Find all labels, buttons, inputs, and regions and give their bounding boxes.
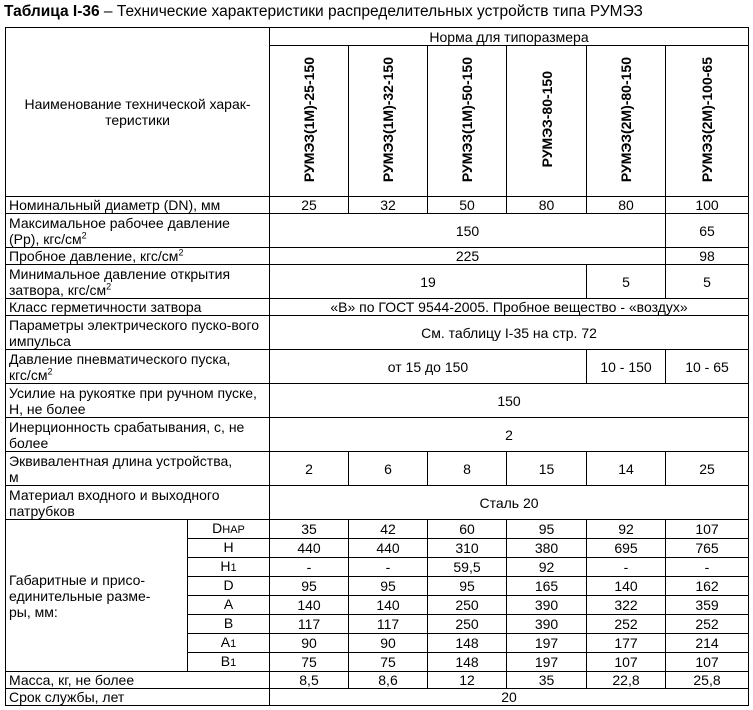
table-row xyxy=(6,214,749,248)
cell-value: 177 xyxy=(587,634,666,653)
model-header: РУМЭЗ(1М)-50-150 xyxy=(428,46,507,197)
table-row xyxy=(6,672,749,689)
model-header: РУМЭЗ(1М)-25-150 xyxy=(270,46,349,197)
cell-value: 100 xyxy=(666,197,749,214)
cell-value: 117 xyxy=(349,615,428,634)
cell-value: 310 xyxy=(428,539,507,558)
cell-value: 98 xyxy=(666,248,749,265)
cell-value: 92 xyxy=(587,520,666,539)
param-name: H1 xyxy=(188,558,270,577)
table-row xyxy=(6,316,749,350)
cell-value: 95 xyxy=(349,577,428,596)
cell-value: 20 xyxy=(270,689,749,706)
table-row xyxy=(6,520,749,539)
cell-value: 10 - 65 xyxy=(666,350,749,384)
row-label: Масса, кг, не более xyxy=(6,672,270,689)
cell-value: 22,8 xyxy=(587,672,666,689)
cell-value: 25 xyxy=(270,197,349,214)
cell-value: 80 xyxy=(587,197,666,214)
cell-value: 35 xyxy=(270,520,349,539)
table-row xyxy=(6,350,749,384)
table-row xyxy=(6,197,749,214)
cell-value: 148 xyxy=(428,653,507,672)
table-title: – Технические характеристики распределительных устройств типа РУМЭЗ xyxy=(99,3,643,20)
row-label: Минимальное давление открытия затвора, кгс/$см^2$ xyxy=(6,265,270,299)
cell-value: 25 xyxy=(666,452,749,486)
cell-value: 117 xyxy=(270,615,349,634)
table-number: Таблица I-36 xyxy=(4,3,100,20)
cell-value: 197 xyxy=(507,634,587,653)
row-label: Усилие на рукоятке при ручном пуске, Н, не более xyxy=(6,384,270,418)
cell-value: 5 xyxy=(587,265,666,299)
model-header: РУМЭЗ(2М)-100-65 xyxy=(666,46,749,197)
model-header: РУМЭЗ-80-150 xyxy=(507,46,587,197)
table-row xyxy=(6,486,749,520)
cell-value: 165 xyxy=(507,577,587,596)
row-label: Максимальное рабочее давление (Рр), кгс/$см^2$ xyxy=(6,214,270,248)
cell-value: 162 xyxy=(666,577,749,596)
cell-value: 150 xyxy=(270,214,666,248)
row-label: Класс герметичности затвора xyxy=(6,299,270,316)
row-label: Номинальный диаметр (DN), мм xyxy=(6,197,270,214)
table-row xyxy=(6,418,749,452)
cell-value: 95 xyxy=(270,577,349,596)
cell-value: 65 xyxy=(666,214,749,248)
cell-value: 8,5 xyxy=(270,672,349,689)
cell-value: 390 xyxy=(507,615,587,634)
param-name: A1 xyxy=(188,634,270,653)
header-name-cell: Наименование технической харак-теристики xyxy=(6,28,270,197)
cell-value: 250 xyxy=(428,615,507,634)
model-header: РУМЭЗ(2М)-80-150 xyxy=(587,46,666,197)
cell-value: Сталь 20 xyxy=(270,486,749,520)
cell-value: 95 xyxy=(428,577,507,596)
param-name: DНАР xyxy=(188,520,270,539)
cell-value: 10 - 150 xyxy=(587,350,666,384)
param-name: D xyxy=(188,577,270,596)
table-row xyxy=(6,452,749,486)
cell-value: - xyxy=(270,558,349,577)
cell-value: 19 xyxy=(270,265,587,299)
row-label: Материал входного и выходного патрубков xyxy=(6,486,270,520)
cell-value: 225 xyxy=(270,248,666,265)
cell-value: 148 xyxy=(428,634,507,653)
cell-value: 107 xyxy=(666,653,749,672)
cell-value: 80 xyxy=(507,197,587,214)
cell-value: 90 xyxy=(349,634,428,653)
cell-value: 252 xyxy=(587,615,666,634)
cell-value: 35 xyxy=(507,672,587,689)
row-label: Давление пневматического пуска, кгс/$см^2$ xyxy=(6,350,270,384)
row-label: Пробное давление, кгс/$см^2$ xyxy=(6,248,270,265)
table-row xyxy=(6,689,749,706)
cell-value: 25,8 xyxy=(666,672,749,689)
cell-value: 380 xyxy=(507,539,587,558)
table-caption xyxy=(4,2,643,22)
header-norm: Норма для типоразмера xyxy=(270,28,749,46)
param-name: B xyxy=(188,615,270,634)
spec-table xyxy=(5,27,749,706)
cell-value: 59,5 xyxy=(428,558,507,577)
cell-value: 107 xyxy=(666,520,749,539)
table-row xyxy=(6,384,749,418)
cell-value: 359 xyxy=(666,596,749,615)
model-header: РУМЭЗ(1М)-32-150 xyxy=(349,46,428,197)
cell-value: См. таблицу I-35 на стр. 72 xyxy=(270,316,749,350)
table-row xyxy=(6,265,749,299)
cell-value: 6 xyxy=(349,452,428,486)
cell-value: - xyxy=(349,558,428,577)
cell-value: 60 xyxy=(428,520,507,539)
cell-value: 390 xyxy=(507,596,587,615)
cell-value: 2 xyxy=(270,418,749,452)
cell-value: 75 xyxy=(270,653,349,672)
cell-value: 440 xyxy=(349,539,428,558)
cell-value: 140 xyxy=(587,577,666,596)
cell-value: 8,6 xyxy=(349,672,428,689)
cell-value: 12 xyxy=(428,672,507,689)
cell-value: 90 xyxy=(270,634,349,653)
cell-value: 95 xyxy=(507,520,587,539)
param-name: H xyxy=(188,539,270,558)
cell-value: 5 xyxy=(666,265,749,299)
row-label: Срок службы, лет xyxy=(6,689,270,706)
cell-value: 15 xyxy=(507,452,587,486)
cell-value: 2 xyxy=(270,452,349,486)
cell-value: от 15 до 150 xyxy=(270,350,587,384)
cell-value: 440 xyxy=(270,539,349,558)
cell-value: «В» по ГОСТ 9544-2005. Пробное вещество - «воздух» xyxy=(270,299,749,316)
param-name: A xyxy=(188,596,270,615)
cell-value: 50 xyxy=(428,197,507,214)
cell-value: 75 xyxy=(349,653,428,672)
cell-value: 250 xyxy=(428,596,507,615)
cell-value: 197 xyxy=(507,653,587,672)
dims-label: Габаритные и присо- единительные разме- ры, мм: xyxy=(6,520,188,672)
cell-value: 140 xyxy=(270,596,349,615)
cell-value: 765 xyxy=(666,539,749,558)
cell-value: 8 xyxy=(428,452,507,486)
cell-value: 92 xyxy=(507,558,587,577)
cell-value: - xyxy=(587,558,666,577)
param-name: B1 xyxy=(188,653,270,672)
row-label: Инерционность срабатывания, с, не более xyxy=(6,418,270,452)
cell-value: - xyxy=(666,558,749,577)
row-label: Эквивалентная длина устройства, м xyxy=(6,452,270,486)
table-row xyxy=(6,248,749,265)
cell-value: 42 xyxy=(349,520,428,539)
cell-value: 214 xyxy=(666,634,749,653)
cell-value: 252 xyxy=(666,615,749,634)
row-label: Параметры электрического пуско-вого импульса xyxy=(6,316,270,350)
cell-value: 150 xyxy=(270,384,749,418)
cell-value: 107 xyxy=(587,653,666,672)
cell-value: 322 xyxy=(587,596,666,615)
table-row xyxy=(6,299,749,316)
cell-value: 695 xyxy=(587,539,666,558)
cell-value: 140 xyxy=(349,596,428,615)
cell-value: 14 xyxy=(587,452,666,486)
cell-value: 32 xyxy=(349,197,428,214)
